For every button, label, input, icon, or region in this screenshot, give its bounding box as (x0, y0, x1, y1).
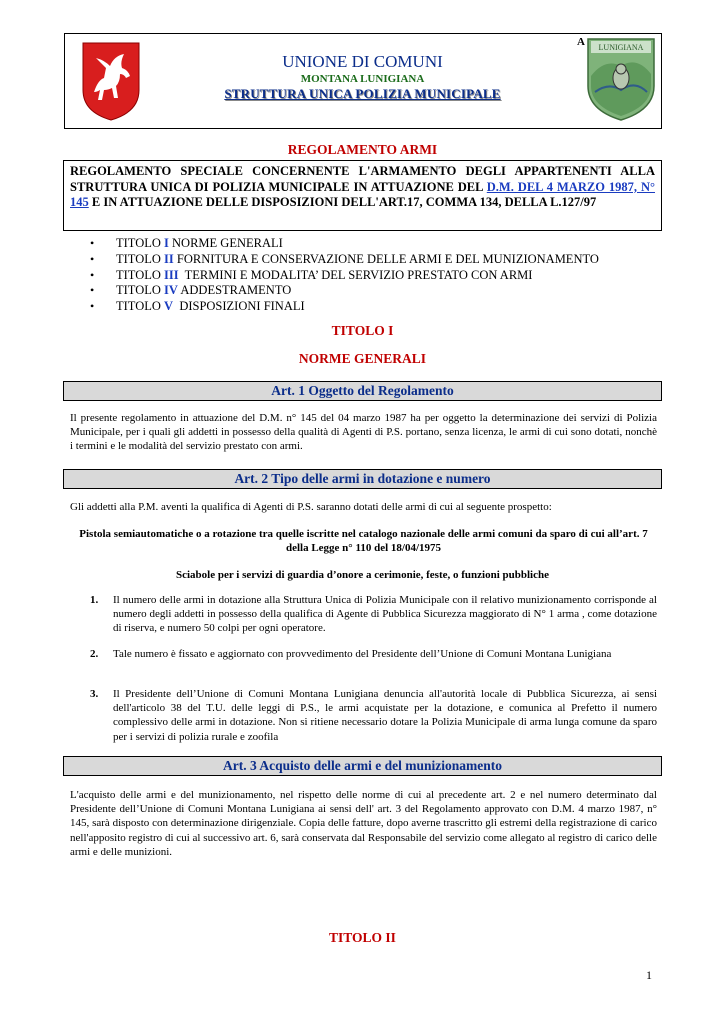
art2-pistola: Pistola semiautomatiche o a rotazione tra quelle iscritte nel catalogo nazionale delle armi comuni da sparo di cui all’art. 7 della Legge n° 110 del 18/04/1975 (79, 528, 648, 554)
norme-generali-heading: NORME GENERALI (298, 351, 427, 366)
art1-body: Il presente regolamento in attuazione del D.M. n° 145 del 04 marzo 1987 ha per oggetto la determinazione dei servizi di Polizia Municipale, per i quali gli addetti in possesso della qualità di Agenti di P.S. portano, senza licenza, le armi di cui sono dotati, nonchè i termini e le modalità del servizio prestato con armi. (70, 412, 657, 453)
page-number: 1 (646, 968, 652, 982)
regolamento-text-before: REGOLAMENTO SPECIALE CONCERNENTE L'ARMAMENTO DEGLI APPARTENENTI ALLA STRUTTURA UNICA DI POLIZIA MUNICIPALE IN ATTUAZIONE DEL (70, 164, 655, 194)
art2-heading: Art. 2 Tipo delle armi in dotazione e numero (63, 469, 662, 489)
header-title: UNIONE DI COMUNI (282, 52, 443, 71)
art3-body: L'acquisto delle armi e del munizionamento, nel rispetto delle norme di cui al precedente art. 2 e nel numero determinato dal Presidente dell’Unione di Comuni Montana Lunigiana ai sensi dell' art. 3 del Regolamento approvato con D.M. 4 marzo 1987, n° 145, sarà disposto con determinazione dirigenziale. Copia delle fatture, dopo averne trascritto gli estremi della registrazione di carico nell'apposito registro di cui al successivo art. 6, sarà conservata dal Responsabile del servizio come allegato al registro di carico delle armi e delle munizioni. (70, 789, 657, 858)
art2-item-1: 1. Il numero delle armi in dotazione alla Struttura Unica di Polizia Municipale con il relativo munizionamento corrisponde al numero degli addetti in possesso della qualifica di Agente di Pubblica Sicurezza maggiorato di N° 1 arma , come dotazione di riserva, e numero 50 colpi per ogni operatore. (90, 594, 657, 635)
art2-intro: Gli addetti alla P.M. aventi la qualifica di Agenti di P.S. saranno dotati delle armi di cui al seguente prospetto: (70, 501, 552, 513)
list-item: • TITOLO I NORME GENERALI (90, 236, 599, 252)
titolo-1-heading: TITOLO I (331, 323, 394, 338)
art1-heading: Art. 1 Oggetto del Regolamento (63, 381, 662, 401)
regolamento-box (63, 160, 662, 231)
art2-item-2: 2. Tale numero è fissato e aggiornato con provvedimento del Presidente dell’Unione di Comuni Montana Lunigiana (90, 648, 612, 660)
lunigiana-logo-text: LUNIGIANA (598, 43, 644, 52)
dm-link[interactable]: D.M. DEL 4 MARZO 1987, N° 145 (70, 179, 655, 209)
art2-sciabole: Sciabole per i servizi di guardia d’onore a cerimonie, feste, o funzioni pubbliche (176, 569, 549, 581)
corner-letter: A (577, 36, 585, 48)
header-structure: STRUTTURA UNICA POLIZIA MUNICIPALE (224, 86, 501, 101)
art3-heading: Art. 3 Acquisto delle armi e del munizionamento (63, 756, 662, 776)
regolamento-text-after: E IN ATTUAZIONE DELLE DISPOSIZIONI DELL'ART.17, COMMA 134, DELLA L.127/97 (88, 195, 597, 209)
titles-list (90, 236, 599, 315)
header-subtitle: MONTANA LUNIGIANA (300, 73, 425, 85)
titolo-2-heading: TITOLO II (329, 930, 396, 945)
list-item: • TITOLO IV ADDESTRAMENTO (90, 283, 599, 299)
regolamento-title: REGOLAMENTO ARMI (287, 142, 438, 157)
art2-item-3: 3. Il Presidente dell’Unione di Comuni Montana Lunigiana denuncia all'autorità locale di Pubblica Sicurezza, ai sensi dell'articolo 38 del T.U. delle leggi di P.S., le armi acquistate per la dotazione, e comunica al Prefetto il numero complessivo delle armi in dotazione. Non si ritiene necessario dotare la Polizia Municipale di arma lunga comune da sparo per i servizi di polizia rurale e zoofila (90, 688, 657, 743)
list-item: • TITOLO III TERMINI E MODALITA’ DEL SERVIZIO PRESTATO CON ARMI (90, 268, 599, 284)
list-item: • TITOLO V DISPOSIZIONI FINALI (90, 299, 599, 315)
list-item: • TITOLO II FORNITURA E CONSERVAZIONE DELLE ARMI E DEL MUNIZIONAMENTO (90, 252, 599, 268)
